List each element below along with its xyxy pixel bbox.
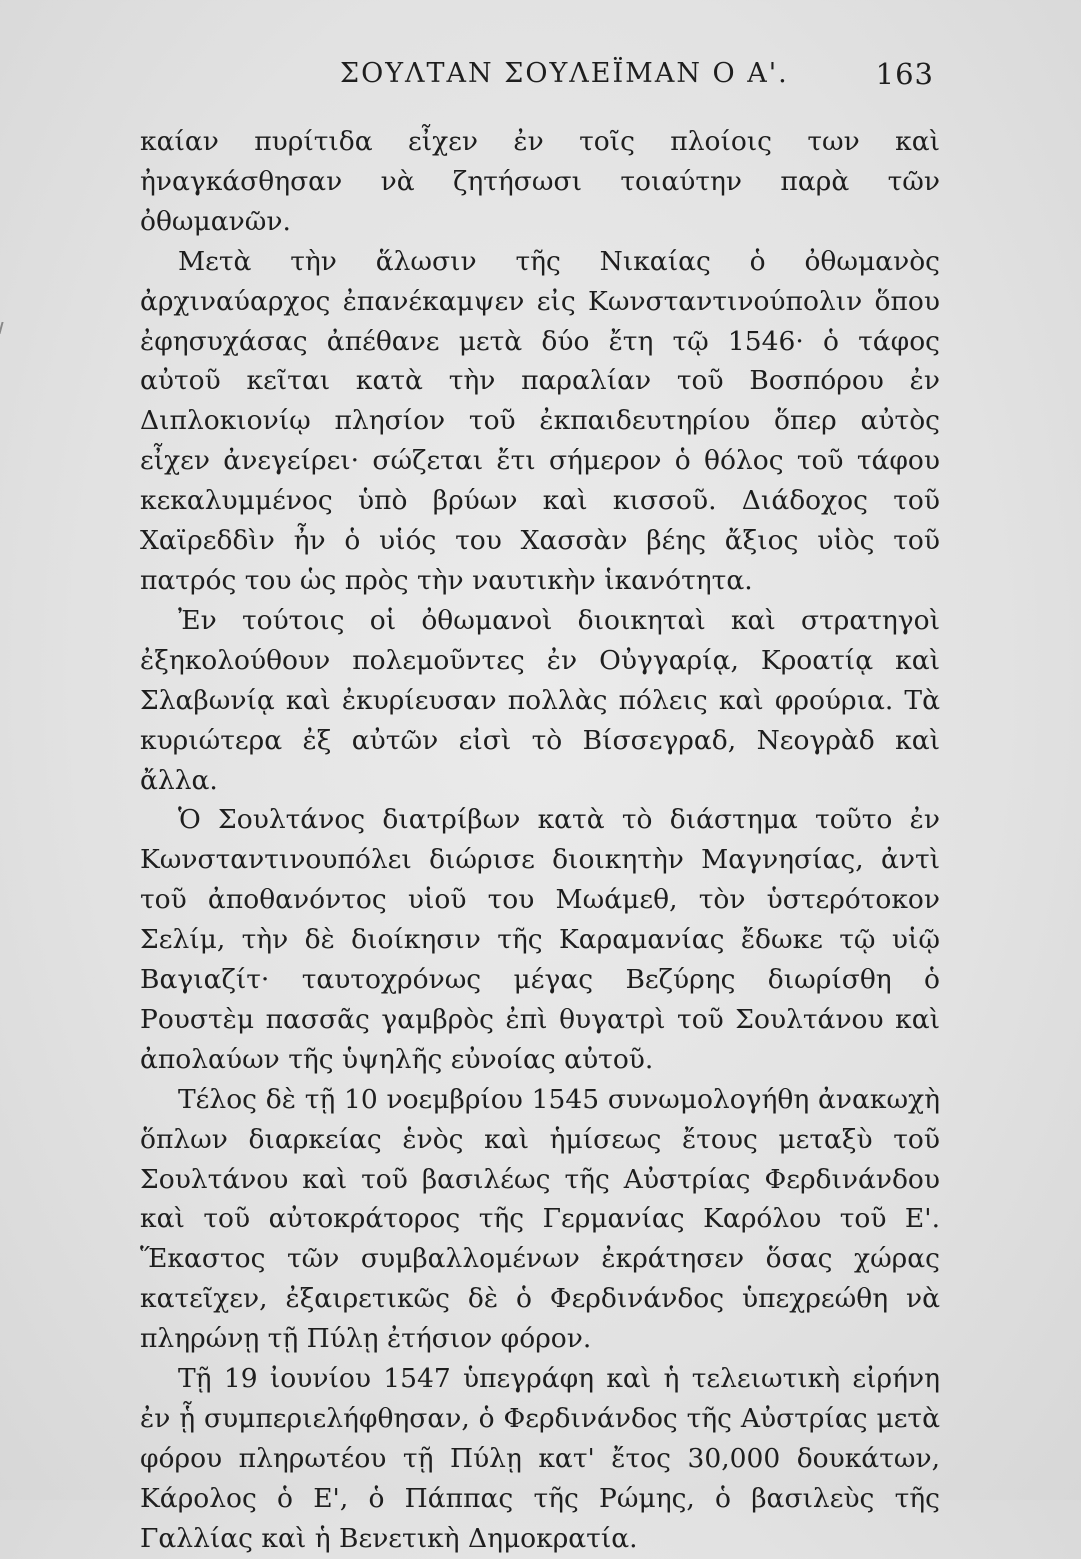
margin-mark-icon [0,322,8,334]
paragraph-continued: καίαν πυρίτιδα εἶχεν ἐν τοῖς πλοίοις των καὶ ἠναγκάσθησαν νὰ ζητήσωσι τοιαύτην παρὰ τῶν ὀθωμανῶν. [140,126,940,237]
paragraph: Ὁ Σουλτάνος διατρίβων κατὰ τὸ διάστημα τοῦτο ἐν Κωνσταντινουπόλει διώρισε διοικητὴν Μαγνησίας, ἀντὶ τοῦ ἀποθανόντος υἱοῦ του Μωάμεθ, τὸν ὑστερότοκον Σελίμ, τὴν δὲ διοίκησιν τῆς Καραμανίας ἔδωκε τῷ υἱῷ Βαγιαζίτ· ταυτοχρόνως μέγας Βεζύρης διωρίσθη ὁ Ρουστὲμ πασσᾶς γαμβρὸς ἐπὶ θυγατρὶ τοῦ Σουλτάνου καὶ ἀπολαύων τῆς ὑψηλῆς εὐνοίας αὐτοῦ. [140,804,940,1075]
running-head [140,54,940,94]
paragraph: Τέλος δὲ τῇ 10 νοεμβρίου 1545 συνωμολογήθη ἀνακωχὴ ὅπλων διαρκείας ἑνὸς καὶ ἡμίσεως ἔτους μεταξὺ τοῦ Σουλτάνου καὶ τοῦ βασιλέως τῆς Αὐστρίας Φερδινάνδου καὶ τοῦ αὐτοκράτορος τῆς Γερμανίας Καρόλου τοῦ Ε'. Ἕκαστος τῶν συμβαλλομένων ἐκράτησεν ὅσας χώρας κατεῖχεν, ἐξαιρετικῶς δὲ ὁ Φερδινάνδος ὑπεχρεώθη νὰ πληρώνῃ τῇ Πύλῃ ἐτήσιον φόρον. [140,1083,940,1355]
paragraph: Μετὰ τὴν ἅλωσιν τῆς Νικαίας ὁ ὀθωμανὸς ἀρχιναύαρχος ἐπανέκαμψεν εἰς Κωνσταντινούπολιν ὅπου ἐφησυχάσας ἀπέθανε μετὰ δύο ἔτη τῷ 1546· ὁ τάφος αὐτοῦ κεῖται κατὰ τὴν παραλίαν τοῦ Βοσπόρου ἐν Διπλοκιονίῳ πλησίον τοῦ ἐκπαιδευτηρίου ὅπερ αὐτὸς εἶχεν ἀνεγείρει· σώζεται ἔτι σήμερον ὁ θόλος τοῦ τάφου κεκαλυμμένος ὑπὸ βρύων καὶ κισσοῦ. Διάδοχος τοῦ Χαϊρεδδὶν ἦν ὁ υἱός του Χασσὰν βέης ἄξιος υἱὸς τοῦ πατρός του ὡς πρὸς τὴν ναυτικὴν ἱκανότητα. [140,245,940,596]
paragraph: Ἐν τούτοις οἱ ὀθωμανοὶ διοικηταὶ καὶ στρατηγοὶ ἐξηκολούθουν πολεμοῦντες ἐν Οὐγγαρίᾳ, Κροατίᾳ καὶ Σλαβωνίᾳ καὶ ἐκυρίευσαν πολλὰς πόλεις καὶ φρούρια. Τὰ κυριώτερα ἐξ αὐτῶν εἰσὶ τὸ Βίσσεγραδ, Νεογρὰδ καὶ ἄλλα. [140,604,940,796]
paragraph: Τῇ 19 ἰουνίου 1547 ὑπεγράφη καὶ ἡ τελειωτικὴ εἰρήνη ἐν ᾗ συμπεριελήφθησαν, ὁ Φερδινάνδος τῆς Αὐστρίας μετὰ φόρου πληρωτέου τῇ Πύλῃ κατ' ἔτος 30,000 δουκάτων, Κάρολος ὁ Ε', ὁ Πάππας τῆς Ρώμης, ὁ βασιλεὺς τῆς Γαλλίας καὶ ἡ Βενετικὴ Δημοκρατία. [140,1363,940,1554]
body-text [140,122,940,1559]
page-number: 163 [875,57,934,91]
running-title: ΣΟΥΛΤΑΝ ΣΟΥΛΕΪΜΑΝ Ο Α'. [340,58,789,89]
